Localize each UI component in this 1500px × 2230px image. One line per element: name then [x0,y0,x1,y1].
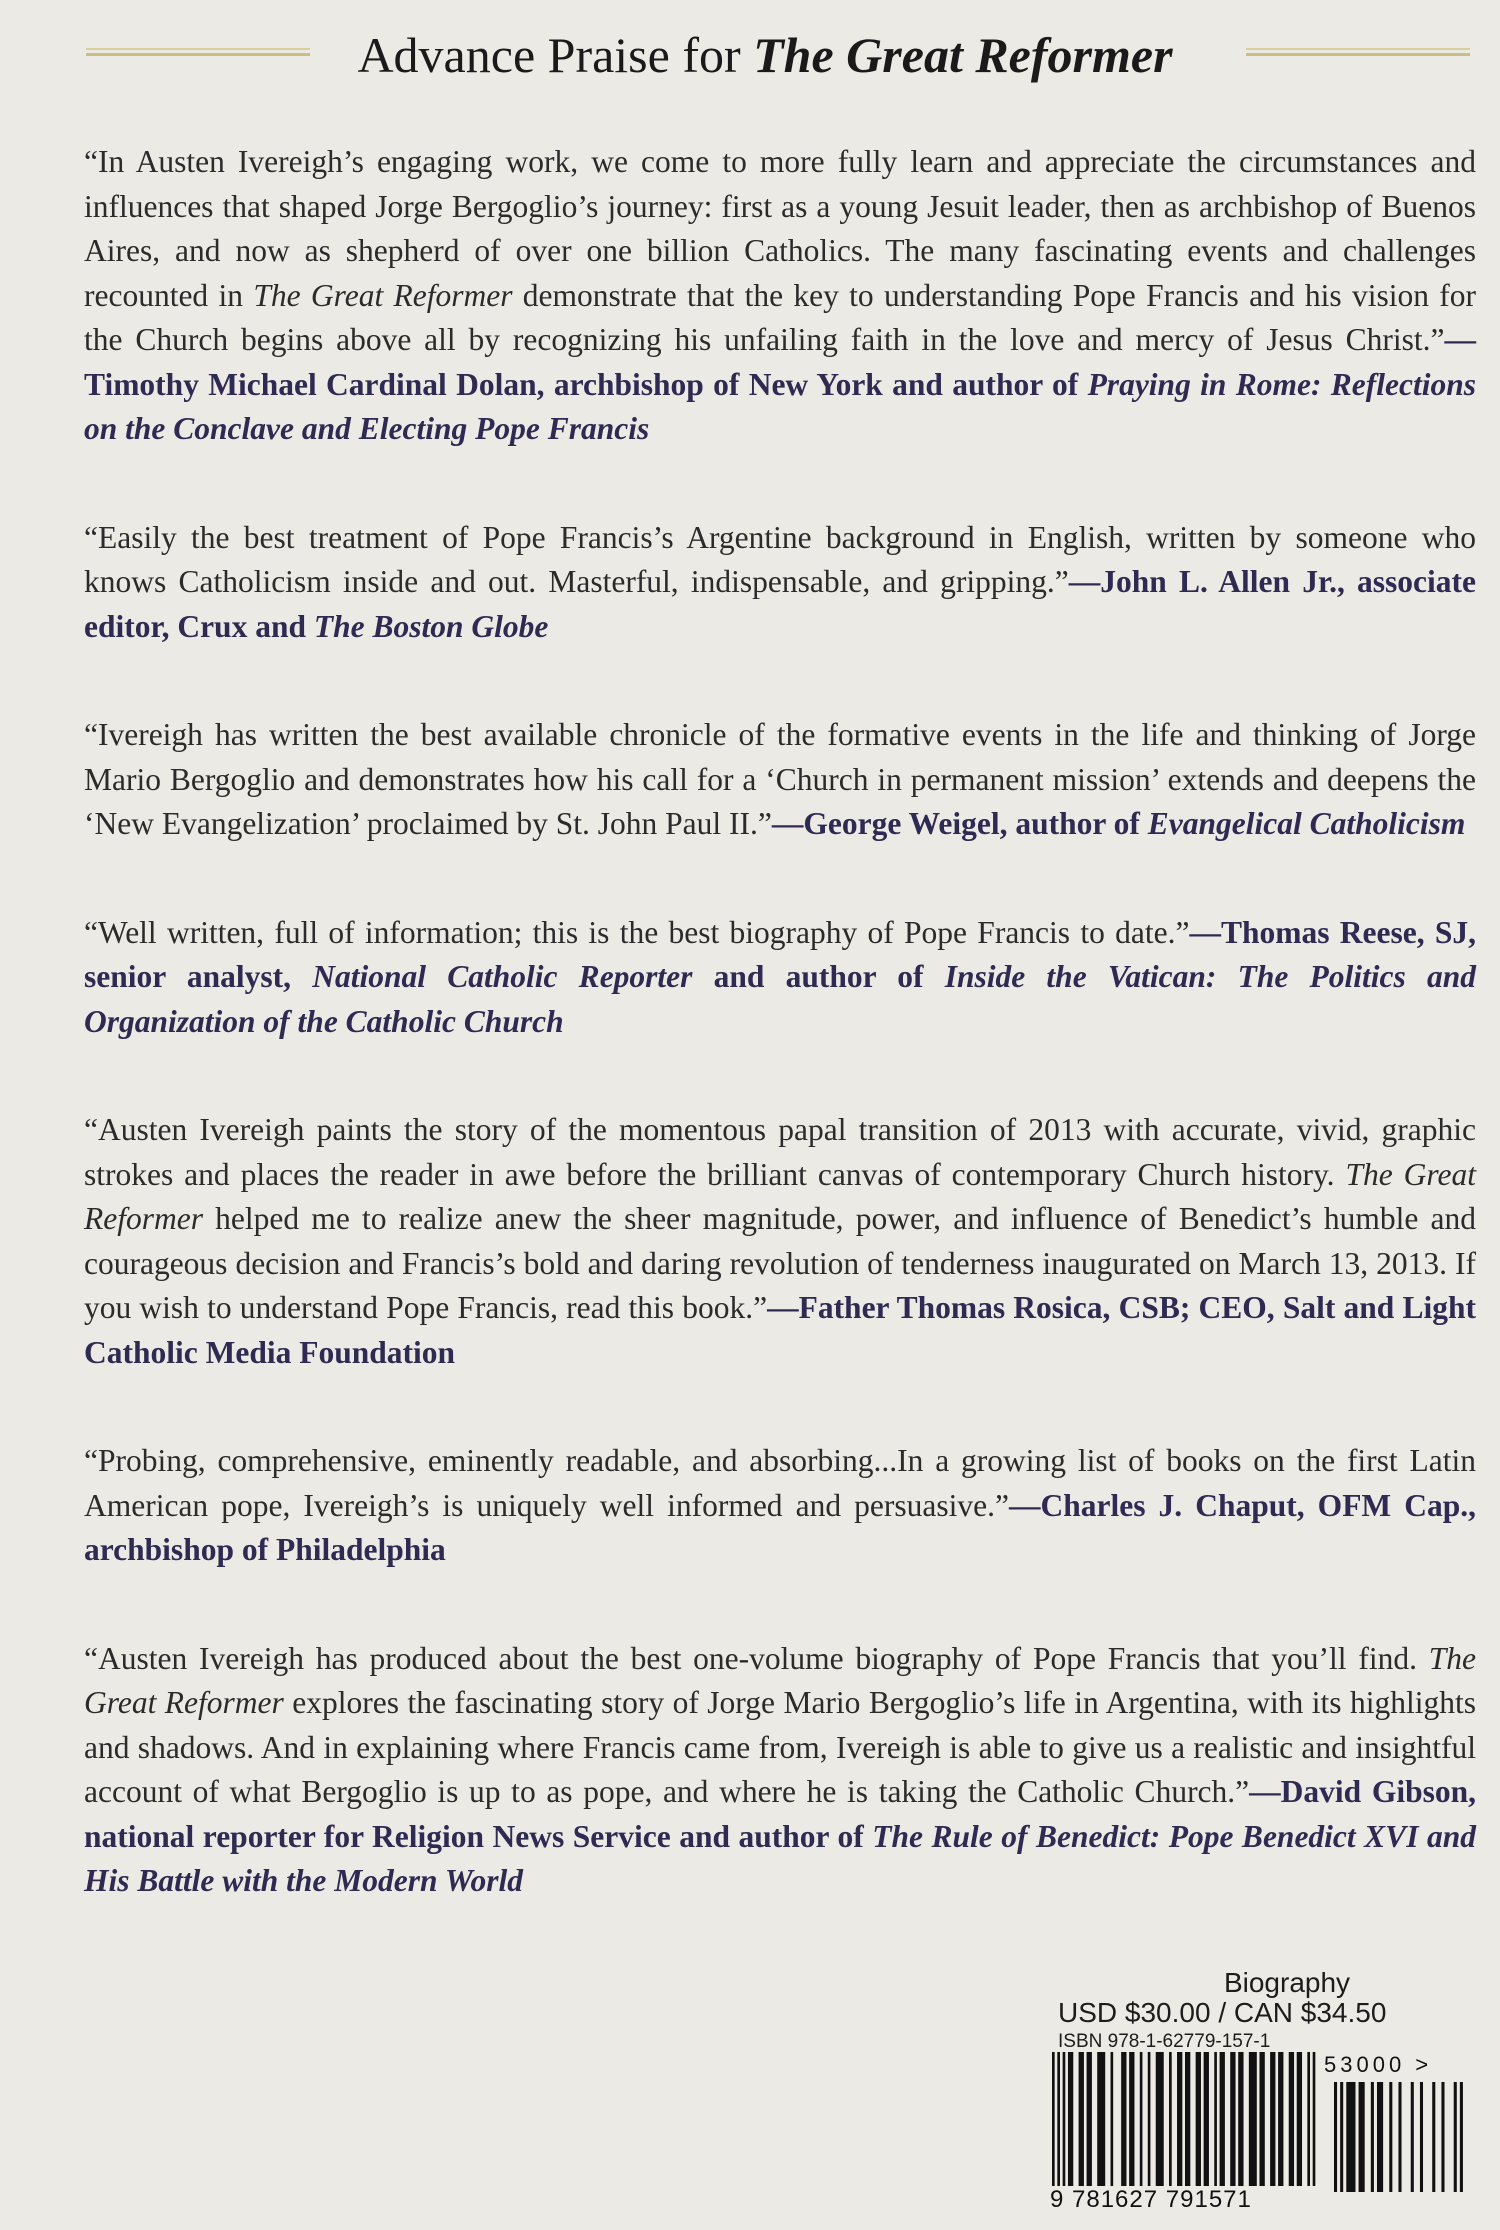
barcode-bar [1129,2052,1134,2186]
barcode-bar [1259,2052,1264,2186]
quote-attribution: —David Gibson, national reporter for Religion News Service and author of [84,1774,1476,1854]
praise-quote [84,713,1476,847]
praise-quote [84,140,1476,452]
barcode-bar [1230,2052,1235,2186]
praise-quote [84,911,1476,1045]
quote-text: “Well written, full of information; this is the best biography of Pope Francis to date.” [84,914,1190,950]
barcode-bar [1169,2052,1172,2186]
barcode-bar [1460,2082,1463,2192]
barcode-bar [1148,2052,1151,2186]
book-title-italic: The Great Reformer [84,1640,1476,1720]
barcode-bar [1140,2052,1143,2186]
barcode-bar [1068,2052,1073,2186]
praise-quote [84,1439,1476,1573]
barcode-bar [1313,2052,1316,2186]
barcode-bar [1063,2052,1066,2186]
title-book: The Great Reformer [753,27,1173,83]
quote-text: “Ivereigh has written the best available chronicle of the formative events in the life and thinking of Jorge Mario Bergoglio and demonstrates how his call for a ‘Church in permanent mission’ extends and deepens the ‘New Evangelization’ proclaimed by St. John Paul II.” [84,717,1476,841]
quote-text: “Probing, comprehensive, eminently readable, and absorbing...In a growing list of books on the first Latin American pope, Ivereigh’s is uniquely well informed and persuasive.” [84,1443,1476,1523]
book-title-italic: The Great Reformer [253,277,513,313]
quote-text: “Easily the best treatment of Pope Francis’s Argentine background in English, written by someone who knows Catholicism inside and out. Masterful, indispensable, and gripping.” [84,519,1476,599]
praise-quotes [84,140,1476,1968]
quote-text: “In Austen Ivereigh’s engaging work, we come to more fully learn and appreciate the circumstances and influences that shaped Jorge Bergoglio’s journey: first as a young Jesuit leader, then as archbishop of Buenos Aires, and now as shepherd of over one billion Catholics. The many fascinating events and challenges recounted in [84,144,1476,313]
barcode-bar [1334,2082,1337,2192]
barcode-bar [1111,2052,1114,2186]
barcode-bar [1196,2052,1201,2186]
barcode-bar [1377,2082,1383,2192]
barcode-bar [1079,2052,1084,2186]
barcode-bar [1156,2052,1164,2186]
barcode-bar [1270,2052,1275,2186]
attribution-title-italic: The Rule of Benedict: Pope Benedict XVI and His Battle with the Modern World [84,1818,1476,1898]
book-title-italic: The Great Reformer [84,1156,1476,1236]
barcode-bar [1052,2052,1055,2186]
barcode-bar [1185,2052,1190,2186]
barcode-bar [1121,2052,1126,2186]
barcode-bar [1278,2052,1283,2186]
quote-attribution: and author of [692,959,945,994]
ean-digits: 9 781627 791571 [1050,2186,1252,2213]
barcode [1050,2052,1470,2212]
praise-quote [84,516,1476,650]
quote-attribution: —Thomas Reese, SJ, senior analyst, [84,914,1476,994]
attribution-title-italic: Inside the Vatican: The Politics and Organization of the Catholic Church [84,959,1476,1039]
praise-quote [84,1108,1476,1375]
barcode-bar [1297,2052,1302,2186]
quote-text: “Austen Ivereigh has produced about the best one-volume biography of Pope Francis that you’ll find. [84,1640,1429,1676]
isbn-label: ISBN 978-1-62779-157-1 [1058,2031,1271,2052]
barcode-bar [1359,2082,1365,2192]
quote-attribution: —George Weigel, author of [771,806,1148,841]
barcode-bar [1411,2082,1414,2192]
barcode-bar [1441,2082,1444,2192]
quote-text: helped me to realize anew the sheer magnitude, power, and influence of Benedict’s humble and courageous decision and Francis’s bold and daring revolution of tenderness inaugurated on March 13, 2013. If you wish to understand Pope Francis, read this book.” [84,1201,1476,1325]
barcode-bar [1214,2052,1217,2186]
barcode-bar [1289,2052,1294,2186]
addon-digits: 53000 > [1324,2052,1433,2077]
praise-quote [84,1637,1476,1904]
attribution-title-italic: National Catholic Reporter [312,959,693,994]
price-block [1052,1968,1472,2054]
barcode-bar [1087,2052,1092,2186]
barcode-bar [1057,2052,1060,2186]
barcode-bar [1220,2052,1225,2186]
quote-text: “Austen Ivereigh paints the story of the momentous papal transition of 2013 with accurate, vivid, graphic strokes and places the reader in awe before the brilliant canvas of contemporary Church history. [84,1112,1476,1192]
quote-text: demonstrate that the key to understanding Pope Francis and his vision for the Church begins above all by recognizing his unfailing faith in the love and mercy of Jesus Christ.” [84,277,1477,357]
barcode-bar [1307,2052,1310,2186]
attribution-title-italic: Evangelical Catholicism [1147,806,1466,841]
quote-attribution: —Timothy Michael Cardinal Dolan, archbishop of New York and author of [84,322,1476,402]
barcode-bar [1389,2082,1392,2192]
barcode-bar [1177,2052,1182,2186]
decorative-rule-right [1246,48,1470,64]
header [0,18,1500,98]
barcode-bar [1238,2052,1243,2186]
barcode-bar [1454,2082,1457,2192]
barcode-bar [1097,2052,1105,2186]
barcode-bar [1346,2082,1355,2192]
barcode-bar [1340,2082,1343,2192]
barcode-bar [1204,2052,1209,2186]
page-title [330,26,1200,84]
attribution-title-italic: The Boston Globe [313,608,549,644]
barcode-bar [1432,2082,1435,2192]
barcode-bar [1249,2052,1257,2186]
attribution-title-italic: Praying in Rome: Reflections on the Conclave and Electing Pope Francis [84,366,1476,446]
barcode-bar [1398,2082,1401,2192]
barcode-bar [1420,2082,1423,2192]
decorative-rule-left [86,48,310,64]
quote-text: explores the fascinating story of Jorge Mario Bergoglio’s life in Argentina, with its highlights and shadows. And in explaining where Francis came from, Ivereigh is able to give us a realistic and insightful account of what Bergoglio is up to as pope, and where he is taking the Catholic Church.” [84,1685,1476,1809]
category-label: Biography [1223,1967,1351,1998]
quote-attribution: —Charles J. Chaput, OFM Cap., archbishop of Philadelphia [84,1487,1476,1567]
quote-attribution: —John L. Allen Jr., associate editor, Crux and [84,564,1476,644]
title-prefix: Advance Praise for [357,27,741,83]
price-label: USD $30.00 / CAN $34.50 [1058,1997,1387,2028]
quote-attribution: —Father Thomas Rosica, CSB; CEO, Salt and Light Catholic Media Foundation [84,1290,1477,1370]
barcode-bar [1371,2082,1374,2192]
